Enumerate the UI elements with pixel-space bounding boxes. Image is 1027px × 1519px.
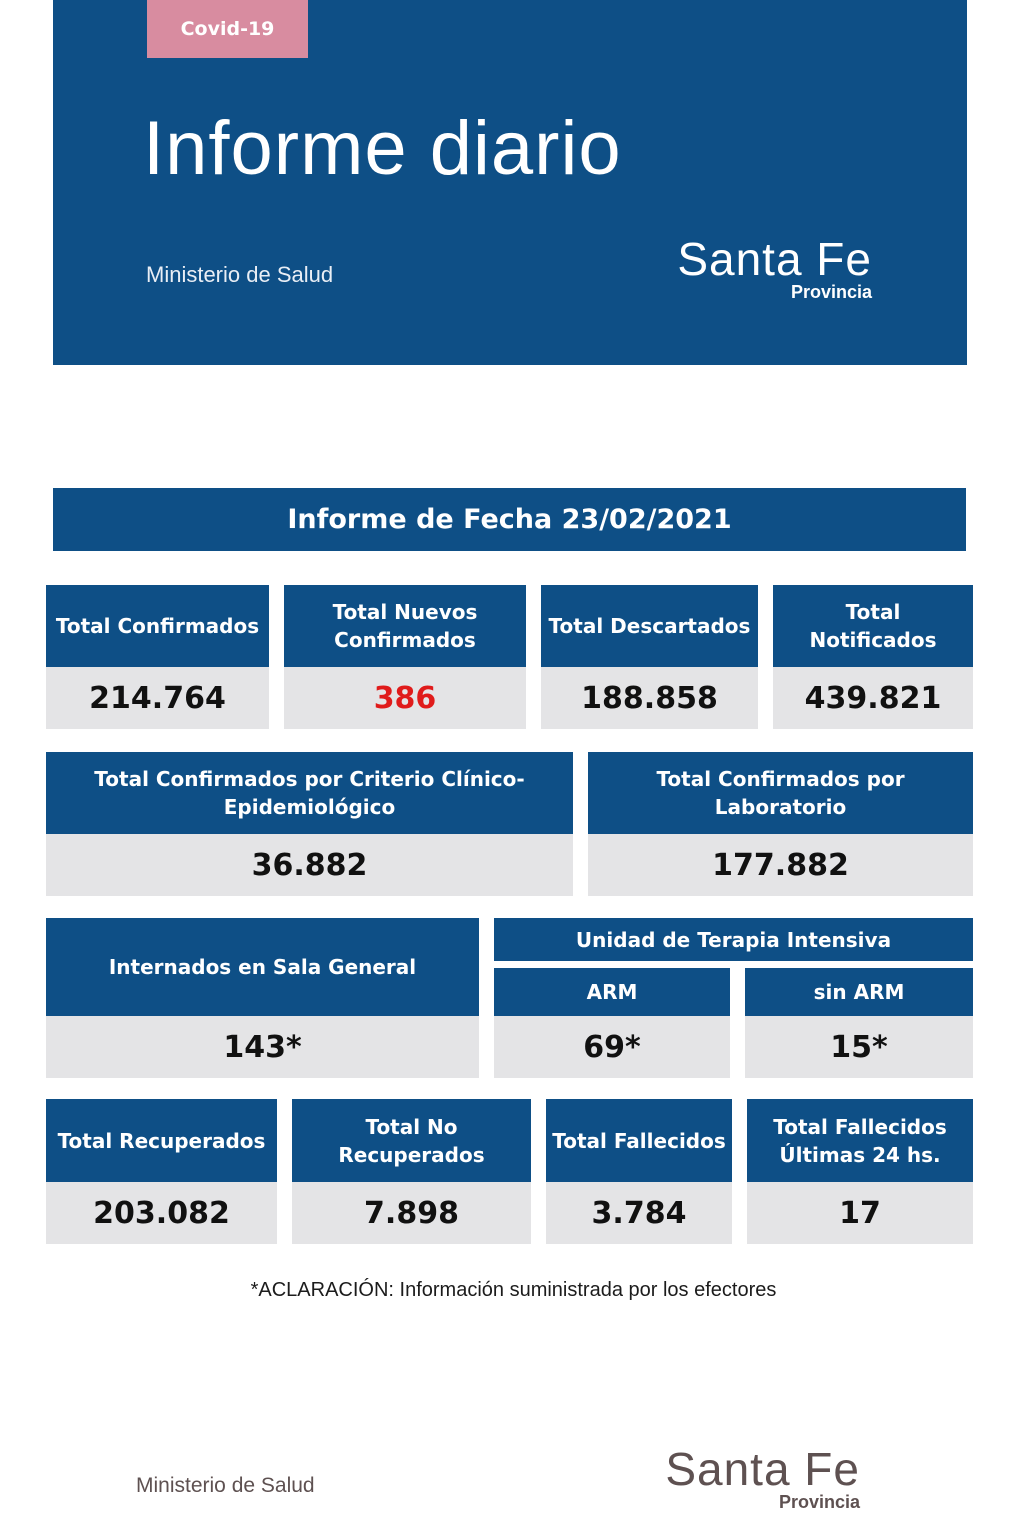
card-label: Total Notificados [773,585,973,667]
card-value: 143* [46,1016,479,1078]
card-value: 203.082 [46,1182,277,1244]
card-fallecidos [546,1099,732,1244]
card-recuperados [46,1099,277,1244]
card-label: Internados en Sala General [46,918,479,1016]
page-title: Informe diario [143,106,622,191]
card-sin-arm [745,968,973,1078]
card-sala-general [46,918,479,1078]
card-label: Total Fallecidos [546,1099,732,1182]
card-notificados [773,585,973,729]
card-fallecidos-24hs [747,1099,973,1244]
card-value: 214.764 [46,667,269,729]
card-no-recuperados [292,1099,531,1244]
card-laboratorio [588,752,973,896]
card-label: sin ARM [745,968,973,1016]
card-label: Total Fallecidos Últimas 24 hs. [747,1099,973,1182]
footnote: *ACLARACIÓN: Información suministrada por los efectores [250,1279,777,1301]
card-total-confirmados [46,585,269,729]
santa-fe-logo [660,233,872,302]
card-value: 15* [745,1016,973,1078]
card-value: 386 [284,667,526,729]
card-arm [494,968,730,1078]
report-date-bar: Informe de Fecha 23/02/2021 [53,488,966,551]
card-label: ARM [494,968,730,1016]
footer-santa-fe-logo [640,1443,860,1512]
card-label: Total No Recuperados [292,1099,531,1182]
footer-logo-sub-text: Provincia [778,1492,860,1512]
card-label: Total Recuperados [46,1099,277,1182]
footer-ministry-label: Ministerio de Salud [136,1474,315,1497]
card-label: Total Descartados [541,585,758,667]
card-nuevos-confirmados [284,585,526,729]
uti-title: Unidad de Terapia Intensiva [494,918,973,961]
card-value: 7.898 [292,1182,531,1244]
card-value: 69* [494,1016,730,1078]
card-value: 188.858 [541,667,758,729]
card-label: Total Confirmados por Laboratorio [588,752,973,834]
logo-sub-text: Provincia [790,282,872,302]
card-descartados [541,585,758,729]
card-label: Total Nuevos Confirmados [284,585,526,667]
uti-header [494,918,973,961]
ministry-label: Ministerio de Salud [146,262,334,287]
card-value: 3.784 [546,1182,732,1244]
card-criterio-clinico [46,752,573,896]
card-label: Total Confirmados [46,585,269,667]
footer-logo-main-text: Santa Fe [665,1443,860,1495]
card-value: 36.882 [46,834,573,896]
card-value: 439.821 [773,667,973,729]
logo-main-text: Santa Fe [677,233,872,285]
covid-tag: Covid-19 [147,0,308,58]
card-value: 177.882 [588,834,973,896]
card-label: Total Confirmados por Criterio Clínico-Epidemiológico [46,752,573,834]
card-value: 17 [747,1182,973,1244]
